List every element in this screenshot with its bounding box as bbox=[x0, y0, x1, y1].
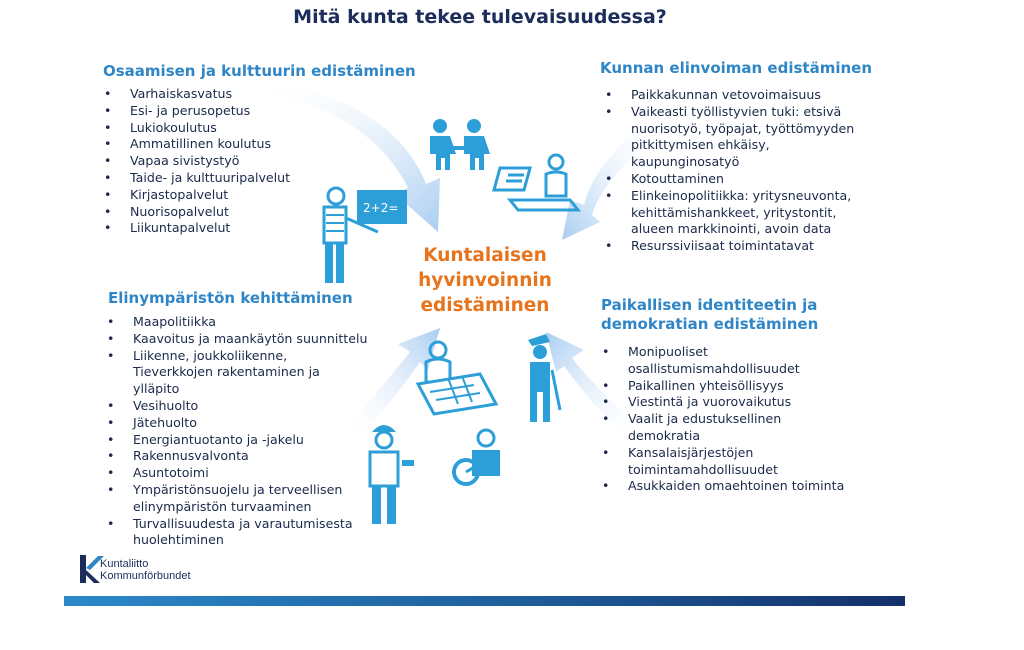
list-osaaminen bbox=[103, 86, 343, 237]
list-item: • Esi- ja perusopetus bbox=[103, 103, 343, 120]
logo-line-1: Kuntaliitto bbox=[100, 558, 149, 570]
heading-identiteetti-line-1: Paikallisen identiteetin ja bbox=[601, 296, 818, 314]
heading-elinymparisto: Elinympäristön kehittäminen bbox=[108, 289, 353, 307]
list-item: • Varhaiskasvatus bbox=[103, 86, 343, 103]
list-item: • Paikallinen yhteisöllisyys bbox=[601, 378, 846, 395]
heading-identiteetti bbox=[601, 296, 818, 334]
list-item: • Resurssiviisaat toimintatavat bbox=[604, 238, 874, 255]
heading-osaaminen: Osaamisen ja kulttuurin edistäminen bbox=[103, 62, 416, 80]
list-item: • Asukkaiden omaehtoinen toiminta bbox=[601, 478, 846, 495]
list-item: • Ympäristönsuojelu ja terveellisen elinympäristön turvaaminen bbox=[106, 482, 370, 516]
center-line-3: edistäminen bbox=[420, 295, 550, 316]
list-item: • Liikuntapalvelut bbox=[103, 220, 343, 237]
list-item: • Vesihuolto bbox=[106, 398, 370, 415]
center-label bbox=[395, 243, 575, 318]
list-item: • Kotouttaminen bbox=[604, 171, 874, 188]
list-item: • Rakennusvalvonta bbox=[106, 448, 370, 465]
heading-identiteetti-line-2: demokratian edistäminen bbox=[601, 315, 819, 333]
list-item: • Nuorisopalvelut bbox=[103, 204, 343, 221]
office-worker-icon bbox=[494, 155, 578, 210]
blackboard-text: 2+2= bbox=[363, 201, 399, 215]
list-item: • Vaikeasti työllistyvien tuki: etsivä nuorisotyö, työpajat, työttömyyden pitkittymisen ehkäisy, kaupunginosatyö bbox=[604, 104, 874, 171]
list-item: • Vaalit ja edustuksellinen demokratia bbox=[601, 411, 846, 445]
list-item: • Monipuoliset osallistumismahdollisuudet bbox=[601, 344, 846, 378]
heading-elinvoima: Kunnan elinvoiman edistäminen bbox=[600, 59, 873, 77]
footer-bar bbox=[64, 596, 905, 606]
list-item: • Lukiokoulutus bbox=[103, 120, 343, 137]
list-item: • Maapolitiikka bbox=[106, 314, 370, 331]
driver-icon bbox=[454, 430, 500, 484]
logo-line-2: Kommunförbundet bbox=[100, 570, 191, 582]
list-item: • Elinkeinopolitiikka: yritysneuvonta, kehittämishankkeet, yritystontit, alueen markkinointi, avoin data bbox=[604, 188, 874, 238]
center-line-2: hyvinvoinnin bbox=[418, 270, 552, 291]
page-title: Mitä kunta tekee tulevaisuudessa? bbox=[293, 6, 667, 28]
list-elinvoima bbox=[604, 87, 874, 255]
kuntaliitto-logo bbox=[100, 558, 191, 582]
list-item: • Taide- ja kulttuuripalvelut bbox=[103, 170, 343, 187]
list-item: • Ammatillinen koulutus bbox=[103, 136, 343, 153]
list-item: • Kaavoitus ja maankäytön suunnittelu bbox=[106, 331, 370, 348]
list-item: • Turvallisuudesta ja varautumisesta huolehtiminen bbox=[106, 516, 370, 550]
list-item: • Vapaa sivistystyö bbox=[103, 153, 343, 170]
list-item: • Energiantuotanto ja -jakelu bbox=[106, 432, 370, 449]
list-elinymparisto bbox=[106, 314, 370, 549]
list-item: • Kirjastopalvelut bbox=[103, 187, 343, 204]
list-item: • Liikenne, joukkoliikenne, Tieverkkojen rakentaminen ja ylläpito bbox=[106, 348, 370, 398]
list-item: • Paikkakunnan vetovoimaisuus bbox=[604, 87, 874, 104]
list-identiteetti bbox=[601, 344, 846, 495]
list-item: • Jätehuolto bbox=[106, 415, 370, 432]
list-item: • Asuntotoimi bbox=[106, 465, 370, 482]
list-item: • Kansalaisjärjestöjen toimintamahdollisuudet bbox=[601, 445, 846, 479]
builder-icon bbox=[370, 425, 414, 524]
center-line-1: Kuntalaisen bbox=[423, 245, 547, 266]
planner-icon bbox=[418, 342, 496, 414]
list-item: • Viestintä ja vuorovaikutus bbox=[601, 394, 846, 411]
children-icon bbox=[430, 119, 490, 170]
